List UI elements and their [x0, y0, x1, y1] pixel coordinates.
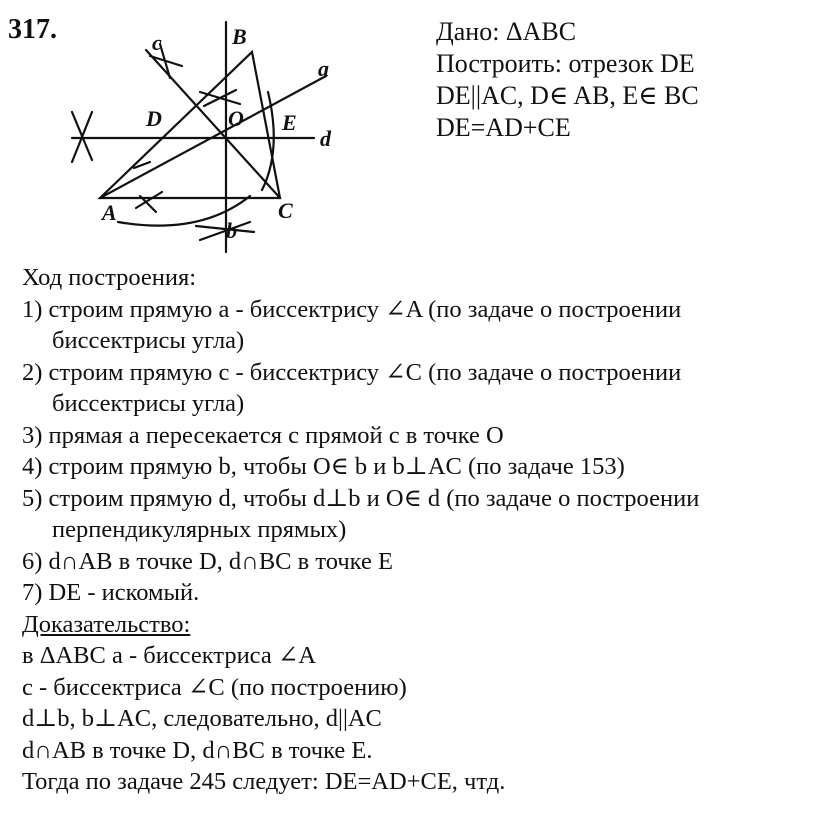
problem-number: 317. [8, 14, 57, 45]
proof-line-5: Тогда по задаче 245 следует: DE=AD+CE, чтд. [22, 768, 506, 795]
step-4: 4) строим прямую b, чтобы O∈ b и b⊥AC (по задаче 153) [22, 453, 625, 480]
step-2-cont: биссектрисы угла) [52, 390, 245, 417]
arc-top-mark [200, 90, 240, 106]
triangle-abc [100, 52, 280, 198]
label-a-line: a [318, 56, 329, 81]
step-3: 3) прямая a пересекается с прямой c в точке O [22, 421, 504, 449]
proof-line-3: d⊥b, b⊥AC, следовательно, d||AC [22, 705, 382, 732]
step-6: 6) d∩AB в точке D, d∩BC в точке E [22, 547, 393, 575]
label-c-line: c [152, 30, 162, 55]
label-d-line: d [320, 126, 331, 151]
construct-line: Построить: отрезок DE [436, 49, 695, 78]
construction-figure [0, 0, 420, 260]
line-c [146, 50, 280, 198]
given-line: Дано: ΔABC [436, 17, 577, 46]
label-o-point: O [228, 106, 244, 131]
construction-heading: Ход построения: [22, 264, 197, 291]
label-c-vertex: C [278, 198, 293, 223]
proof-line-1: в ΔABC a - биссектриса ∠A [22, 642, 317, 669]
step-2: 2) строим прямую c - биссектрису ∠C (по задаче о построении [22, 358, 682, 386]
arc-a-mark [136, 192, 162, 212]
equality-line: DE=AD+CE [436, 113, 571, 142]
step-1: 1) строим прямую a - биссектрису ∠A (по задаче о построении [22, 295, 682, 323]
solution-text [22, 262, 832, 798]
proof-line-4: d∩AB в точке D, d∩BC в точке E. [22, 736, 373, 764]
proof-line-2: c - биссектриса ∠C (по построению) [22, 673, 407, 701]
step-5-cont: перпендикулярных прямых) [52, 516, 347, 543]
label-e-point: E [282, 110, 297, 135]
label-b-vertex: B [232, 24, 247, 49]
proof-heading: Доказательство: [22, 610, 191, 638]
step-5: 5) строим прямую d, чтобы d⊥b и O∈ d (по задаче о построении [22, 484, 700, 512]
given-block [436, 16, 699, 144]
condition-line: DE||AC, D∈ AB, E∈ BC [436, 81, 699, 110]
label-b-line: b [226, 218, 237, 243]
step-1-cont: биссектрисы угла) [52, 327, 245, 354]
label-a-vertex: A [102, 200, 117, 225]
step-7: 7) DE - искомый. [22, 579, 200, 606]
label-d-point: D [146, 106, 162, 131]
